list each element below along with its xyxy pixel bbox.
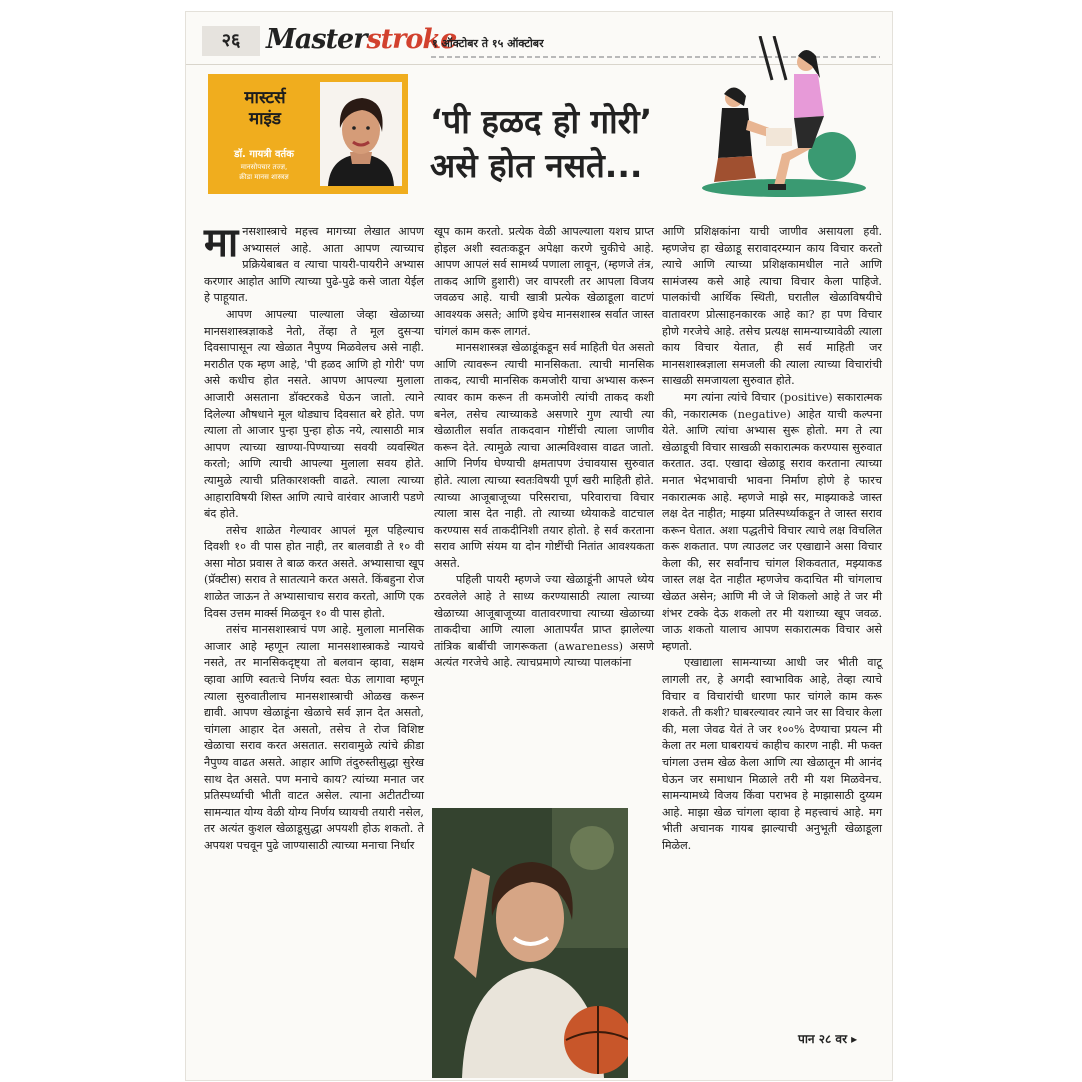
headline [430,100,652,188]
brand-logo [266,24,456,55]
column-box [208,74,408,194]
drop-cap: मा [204,220,239,266]
author-name: डॉ. गायत्री वर्तक [234,149,294,160]
continued-on-page[interactable]: पान २८ वर ▸ [798,1032,858,1046]
brand-suffix: stroke [366,24,457,55]
article-paragraph: खूप काम करतो. प्रत्येक वेळी आपल्याला यशच प्राप्त होइल अशी स्वतःकडून अपेक्षा करणे चुकीचे आहे. आपण आपलं सर्व सामर्थ्य पणाला लावून, (म्हणजे तंत्र, ताकद आणि हुशारी) जर वापरली तर आपला विजय जवळच आहे. याची खात्री प्रत्येक खेळाडूला वाटणं आवश्यक असते; आणि इथेच मानसशास्त्र सर्वात जास्त चांगलं काम करू लागतं. [434,225,654,338]
issue-date: १ ऑक्टोबर ते १५ ऑक्टोबर [432,37,544,50]
headline-line2: असे होत नसते... [430,146,643,185]
author-role-line2: क्रीडा मानस शास्त्रज्ञ [239,173,289,181]
column-title-line2: माइंड [248,109,281,129]
author-role [212,162,316,182]
article-paragraph: आणि प्रशिक्षकांना याची जाणीव असायला हवी. म्हणजेच हा खेळाडू सरावादरम्यान काय विचार करतो त्याचे आणि त्याच्या प्रशिक्षकामधील नाते आणि सामंजस्य कसे आहे त्याचा विचार केला पाहिजे. पालकांची आर्थिक स्थिती, घरातील खेळाविषयीचे वातावरण प्रोत्साहनकारक आहे का? हा पण विचार होणे गरजेचे आहे. तसेच प्रत्यक्ष सामन्याच्यावेळी त्याला काय विचार येतात, ही सर्व माहिती जर मानसशास्त्रज्ञाला समजली की त्याला त्याच्या विचारांची साखळी समजायला सुरुवात होते. [662,225,882,388]
magazine-page [186,12,892,1080]
author-photo [320,82,402,186]
article-paragraph-text: नसशास्त्राचे महत्त्व मागच्या लेखात आपण अभ्यासलं आहे. आता आपण त्याच्याच प्रक्रियेबाबत व त्याचा पायरी-पायरीने अभ्यास करणार आहोत आणि त्याच्या पुढे-पुढे कसे जाता येईल हे पाहूयात. [204,225,424,305]
athlete-photo [432,808,628,1078]
article-paragraph [204,220,424,307]
training-illustration [694,36,880,206]
headline-line1: ‘पी हळद हो गोरी’ [430,102,653,141]
article-paragraph: मग त्यांना त्यांचे विचार (positive) सकारात्मक की, नकारात्मक (negative) आहेत याची कल्पना येते. आणि त्यांचा अभ्यास सुरू होतो. मग ते त्या खेळाडूची विचार साखळी सकारात्मक करण्यास सुरुवात करतात. उदा. एखादा खेळाडू सराव करताना त्याच्या मनात भेदभावाची भावना निर्माण होणे हे फारच नकारात्मक आहे. म्हणजे माझे सर, माझ्याकडे जास्त लक्ष देत नाहीत; माझ्या प्रतिस्पर्ध्याकडून ते जास्त सराव करून घेतात. अशा पद्धतीचे विचार त्याचे लक्ष विचलित करू शकतात. पण त्याउलट जर एखाद्याने असा विचार केला की, सर सर्वांनाच चांगल शिकवतात, मझ्याकड जास्त लक्ष देत नाहीत म्हणजेच कदाचित मी चांगलाच खेळत असेन; आणि मी जे जे शिकलो आहे ते जर मी शंभर टक्के देऊ शकलो तर मी यशाच्या खूप जवळ. जाऊ शकतो यालाच आपण सकारात्मक विचार असे म्हणतो. [662,390,882,653]
article-paragraph: तसंच मानसशास्त्राचं पण आहे. मुलाला मानसिक आजार आहे म्हणून त्याला मानसशास्त्राकडे न्यायचे नसते, तर मानसिकदृष्ट्या तो बलवान व्हावा, सक्षम व्हावा आणि स्वतःचे निर्णय स्वतः घेऊ लागावा म्हणून त्याला सुरुवातीलाच मानसशास्त्राची ओळख करून द्यावी. आपण खेळाडूंना खेळाचे सर्व ज्ञान देत असतो, चांगला आहार देत असतो, तसेच ते रोज विशिष्ट खेळाचा सराव करत असतात. सरावामुळे त्यांचे क्रीडा नैपुण्य वाढत असते. आहार आणि तंदुरुस्तीसुद्धा सुरेख साथ देत असते. पण मनाचे काय? त्यांच्या मनात जर प्रतिस्पर्ध्याची भीती वाटत असेल. त्याना अटीतटीच्या सामन्यात योग्य वेळी योग्य निर्णय घ्यायची तयारी नसेल, तर अत्यंत कुशल खेळाडूसुद्धा अपयशी होऊ शकतो. ते अपयश पचवून पुढे जाण्यासाठी त्याच्या मनाचा निर्धार [204,623,424,852]
article-paragraph: आपण आपल्या पाल्याला जेव्हा खेळाच्या मानसशास्त्रज्ञाकडे नेतो, तेंव्हा ते मूल दुसऱ्या दिवसापासून त्या खेळात नैपुण्य मिळवेलच असे नाही. मराठीत एक म्हण आहे, 'पी हळद आणि हो गोरी' पण असे कधीच होत नसते. आपण आपल्या मुलाला आजारी असताना डॉक्टरकडे घेऊन जातो. त्याने दिलेल्या औषधाने मूल थोड्याच दिवसात बरे होते. पण त्याला तो आजार पुन्हा पुन्हा होऊ नये, त्यासाठी मात्र आपण त्याच्या खाण्या-पिण्याच्या सवयी व्यवस्थित करतो; आणि त्याची आपल्या मुलाला सवय होते. त्यामुळे त्याची प्रतिकारशक्ती वाढते. त्याला त्याच्या आहाराविषयी शिस्त आणि त्याचे वारंवार आजारी पडणे बंद होते. [204,307,424,521]
page-number: २६ [202,26,260,56]
column-title-line1: मास्टर्स [244,88,286,108]
article-paragraph: पहिली पायरी म्हणजे ज्या खेळाडूंनी आपले ध्येय ठरवलेले आहे ते साध्य करण्यासाठी त्याला त्याच्या खेळाच्या आजूबाजूच्या वातावरणाचा त्याच्या खेळाच्या ताकदीचा आणि त्याला आतापर्यंत प्राप्त झालेल्या तांत्रिक बाबींची जागरूकता (awareness) असणे अत्यंत गरजेचे आहे. त्याचप्रमाणे त्याच्या पालकांना [434,573,654,670]
article-paragraph: एखाद्याला सामन्याच्या आधी जर भीती वाटू लागली तर, हे अगदी स्वाभाविक आहे, तेव्हा त्याचे विचार व विचारांची धारणा फार चांगले काम करू शकते. ती कशी? घाबरल्यावर त्याने जर सा विचार केला की, मला जेवढ येतं ते जर १००% देण्याचा प्रयत्न मी केला तर मला घाबरायचं काहीच कारण नाही. मी फक्त चांगला उत्तम खेळ केला आणि त्या खेळातून मी आनंद घेऊन जर समाधान मिळाले तरी मी यश मिळवेनच. सामन्यामध्ये विजय किंवा पराभव हे माझासाठी दुय्यम आहे. माझा खेळ चांगला व्हावा हे महत्त्वाचं आहे. मग भीती अचानक गायब झाल्याची अनुभूती खेळाडूला मिळेल. [662,656,882,852]
article-paragraph: तसेच शाळेत गेल्यावर आपलं मूल पहिल्याच दिवशी १० वी पास होत नाही, तर बालवाडी ते १० वी असा मोठा प्रवास ते बाळ करत असते. अभ्यासाचा खूप (प्रॅक्टीस) सराव ते सातत्याने करत असते. किंबहुना रोज शाळेत जाऊन ते अभ्यासाचाच सराव करतो, आणि एक दिवस उत्तम मार्क्स मिळवून १० वी पास होतो. [204,523,424,620]
article-column-3 [662,224,882,1044]
article-column-1 [204,220,424,1069]
column-title [216,88,314,130]
author-role-line1: मानसोपचार तज्ज्ञ, [240,163,288,171]
article-column-2 [434,224,654,824]
article-paragraph: मानसशास्त्रज्ञ खेळाडूंकडून सर्व माहिती घेत असतो आणि त्यावरून त्याची मानसिकता. त्याची मानसिक ताकद, त्याची मानसिक कमजोरी याचा अभ्यास करून त्यावर काम करून ती कमजोरी त्यांची ताकद कशी बनेल, तसेच त्याच्याकडे असणारे गुण त्याची त्या खेळातील सर्वात ताकदवान गोष्टींची त्याला जाणीव करून देते. त्यामुळे त्याचा आत्मविश्वास वाढत जातो. आणि निर्णय घेण्याची क्षमतापण उंचावयास सुरुवात होते. त्याला त्याच्या स्वतःविषयी पूर्ण खरी माहिती होते. त्याच्या आजूबाजूच्या परिसराचा, परिवाराचा विचार त्याला त्रास देत नाही. तो त्याच्या ध्येयाकडे वाटचाल करण्यास सर्व ताकदीनिशी तयार होतो. हे सर्व करताना सराव आणि संयम या दोन गोष्टींची नितांत आवश्यकता असते. [434,341,654,570]
brand-prefix: Master [266,24,367,55]
